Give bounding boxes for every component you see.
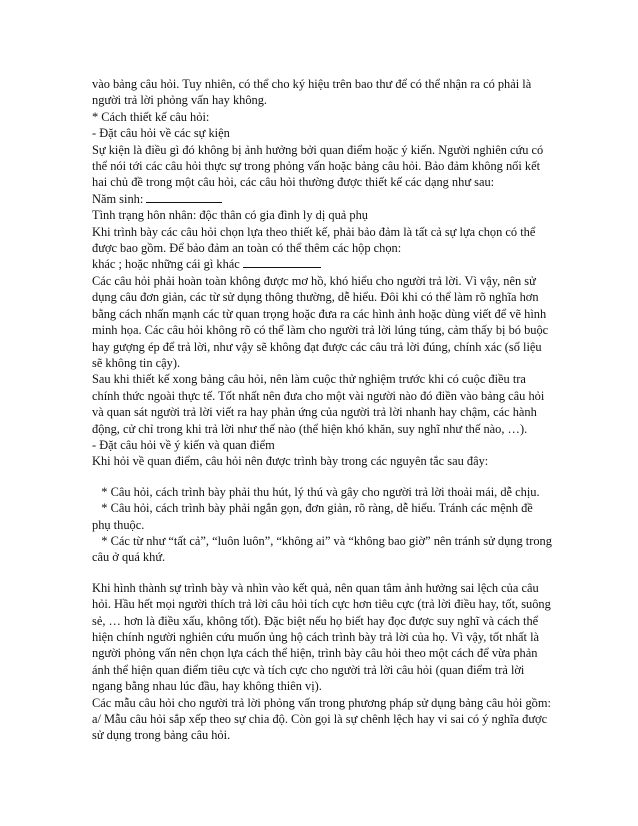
- paragraph: vào bảng câu hỏi. Tuy nhiên, có thể cho ký hiệu trên bao thư để có thể nhận ra có phải là người trả lời phỏng vấn hay không.: [92, 77, 532, 108]
- paragraph: Khi hình thành sự trình bày và nhìn vào kết quả, nên quan tâm ảnh hưởng sai lệch của câu hỏi. Hầu hết mọi người thích trả lời câu hỏi tích cực hơn tiêu cực (trả lời điều hay, tốt, suông sẻ, … hơn là điều xấu, không tốt). Đặc biệt nếu họ biết hay đọc được suy nghĩ và cách thể hiện chính người nghiên cứu muốn ủng hộ cách trình bày trả lời của họ. Vì vậy, tốt nhất là người phỏng vấn nên chọn lựa cách thể hiện, trình bày câu hỏi theo một cách để vừa phản ánh thể hiện quan điểm tiêu cực và tích cực cho người trả lời câu hỏi (quan điểm trả lời ngang bằng nhau lúc đầu, hay không thiên vị).: [92, 580, 551, 694]
- paragraph: Khi trình bày các câu hỏi chọn lựa theo thiết kế, phải bảo đảm là tất cả sự lựa chọn có thể được bao gồm. Để bảo đảm an toàn có thể thêm các hộp chọn:: [92, 224, 536, 256]
- form-example-line: [92, 191, 552, 207]
- paragraph: Sự kiện là điều gì đó không bị ảnh hưởng bởi quan điểm hoặc ý kiến. Người nghiên cứu có thể nói tới các câu hỏi thực sự trong phỏng vấn hoặc bảng câu hỏi. Bảo đảm không nối kết hai chủ đề trong một câu hỏi, các câu hỏi thường được thiết kế các dạng như sau:: [92, 142, 544, 190]
- form-example-line: Tình trạng hôn nhân: độc thân có gia đình ly dị quả phụ: [92, 208, 368, 223]
- birth-year-label: Năm sinh:: [92, 191, 144, 206]
- bullet-item: * Các từ như “tất cả”, “luôn luôn”, “không ai” và “không bao giờ” nên tránh sử dụng trong câu ở quá khứ.: [92, 533, 556, 565]
- form-example-line: [92, 256, 552, 272]
- section-heading: * Cách thiết kế câu hỏi:: [92, 109, 210, 124]
- paragraph: Các mẫu câu hỏi cho người trả lời phỏng vấn trong phương pháp sử dụng bảng câu hỏi gồm:: [92, 695, 551, 710]
- bullet-item: * Câu hỏi, cách trình bày phải thu hút, lý thú và gây cho người trả lời thoải mái, dễ chịu.: [92, 484, 540, 499]
- blank-underline: [243, 256, 321, 268]
- spacer: [92, 470, 552, 484]
- spacer: [92, 566, 552, 580]
- paragraph: a/ Mẫu câu hỏi sắp xếp theo sự chia độ. Còn gọi là sự chênh lệch hay vi sai có ý nghĩa được sử dụng trong bảng câu hỏi.: [92, 712, 548, 743]
- bullet-item: * Câu hỏi, cách trình bày phải ngắn gọn, đơn giản, rõ ràng, dễ hiểu. Tránh các mệnh đề phụ thuộc.: [92, 501, 536, 532]
- paragraph: Sau khi thiết kế xong bảng câu hỏi, nên làm cuộc thử nghiệm trước khi có cuộc điều tra chính thức ngoài thực tế. Tốt nhất nên đưa cho một vài người nào đó điền vào bảng câu hỏi và quan sát người trả lời viết ra hay phản ứng của người trả lời nhanh hay chậm, các hành động, cử chỉ trong khi trả lời như thế nào (thể hiện khó khăn, suy nghĩ như thế nào, …).: [92, 372, 545, 436]
- subsection-heading: - Đặt câu hỏi về ý kiến và quan điểm: [92, 437, 275, 452]
- document-page: [92, 76, 556, 744]
- blank-underline: [146, 191, 222, 203]
- subsection-heading: - Đặt câu hỏi về các sự kiện: [92, 126, 230, 141]
- paragraph: Các câu hỏi phải hoàn toàn không được mơ hồ, khó hiểu cho người trả lời. Vì vậy, nên sử dụng câu đơn giản, các từ sử dụng thông thường, dễ hiểu. Đôi khi có thể làm rõ nghĩa hơn bằng cách nhấn mạnh các từ quan trọng hoặc đưa ra các hình ảnh hoặc dùng viết để vẽ hình minh họa. Các câu hỏi không rõ có thể làm cho người trả lời lúng túng, cảm thấy bị bó buộc hay gượng ép để trả lời, như vậy sẽ không đạt được các câu trả lời đúng, chính xác (số liệu sẽ không tin cậy).: [92, 273, 549, 370]
- paragraph: Khi hỏi về quan điểm, câu hỏi nên được trình bày trong các nguyên tắc sau đây:: [92, 454, 489, 469]
- other-option-label: khác ; hoặc những cái gì khác: [92, 257, 240, 272]
